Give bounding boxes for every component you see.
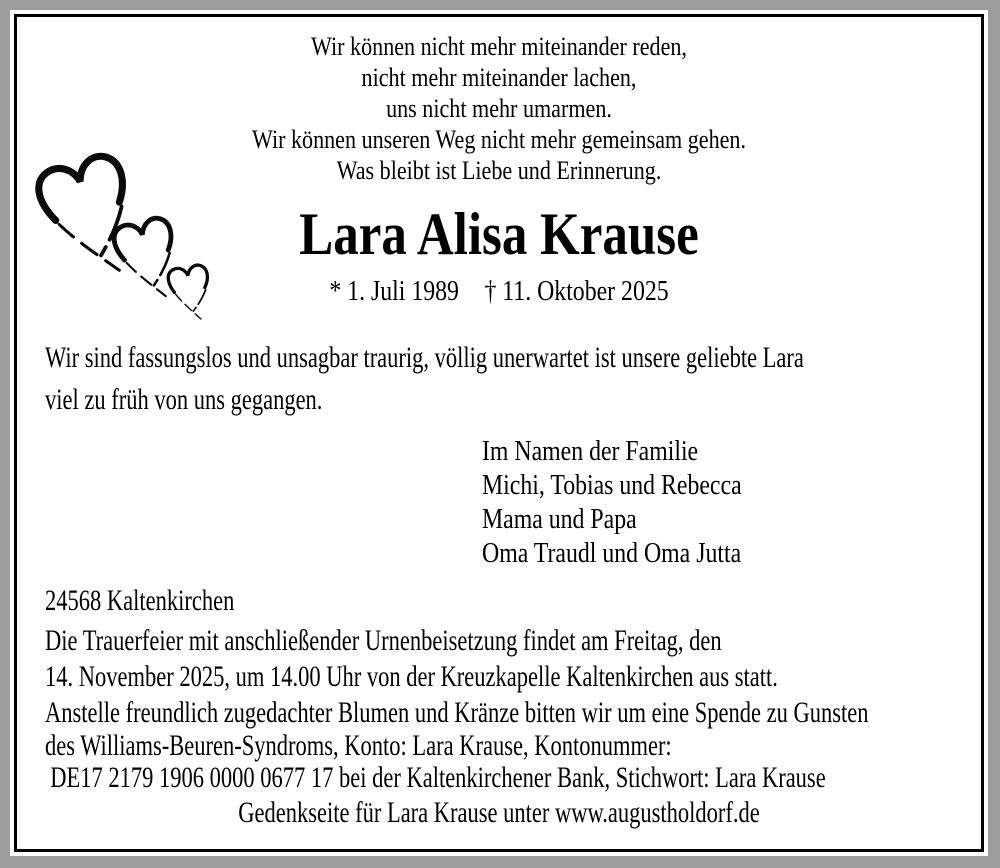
sorrow-paragraph — [45, 337, 804, 421]
city-line: 24568 Kaltenkirchen — [45, 584, 235, 617]
family-line: Michi, Tobias und Rebecca — [482, 470, 742, 501]
funeral-line: Die Trauerfeier mit anschließender Urnenbeisetzung findet am Freitag, den — [45, 624, 722, 657]
family-line: Mama und Papa — [482, 504, 637, 535]
family-line: Oma Traudl und Oma Jutta — [482, 538, 742, 569]
donation-line: des Williams-Beuren-Syndroms, Konto: Lara Krause, Kontonummer: — [45, 728, 672, 762]
donation-line: Anstelle freundlich zugedachter Blumen und Kränze bitten wir um eine Spende zu Gunsten — [45, 696, 869, 729]
verse-line: nicht mehr miteinander lachen, — [361, 63, 637, 92]
verse-line: Wir können nicht mehr miteinander reden, — [311, 32, 687, 61]
opening-verse — [89, 31, 908, 186]
funeral-line: 14. November 2025, um 14.00 Uhr von der Kreuzkapelle Kaltenkirchen aus statt. — [45, 660, 778, 693]
family-line: Im Namen der Familie — [482, 436, 699, 467]
death-date: † 11. Oktober 2025 — [484, 276, 669, 307]
donation-iban-line: DE17 2179 1906 0000 0677 17 bei der Kaltenkirchener Bank, Stichwort: Lara Krause — [50, 761, 826, 794]
memorial-page-line: Gedenkseite für Lara Krause unter www.augustholdorf.de — [238, 796, 760, 829]
verse-line: Wir können unseren Weg nicht mehr gemeinsam gehen. — [251, 125, 747, 154]
deceased-name: Lara Alisa Krause — [299, 201, 699, 267]
birth-date: * 1. Juli 1989 — [329, 276, 459, 307]
donation-info — [45, 697, 869, 795]
obituary-notice — [14, 14, 984, 852]
funeral-info — [45, 623, 778, 695]
verse-line: Was bleibt ist Liebe und Erinnerung. — [336, 156, 662, 185]
verse-line: uns nicht mehr umarmen. — [386, 94, 612, 123]
sorrow-line: Wir sind fassungslos und unsagbar traurig, völlig unerwartet ist unsere geliebte Lara — [45, 341, 804, 374]
family-signatures — [482, 435, 742, 571]
sorrow-line: viel zu früh von uns gegangen. — [45, 383, 323, 416]
life-dates — [89, 274, 908, 309]
